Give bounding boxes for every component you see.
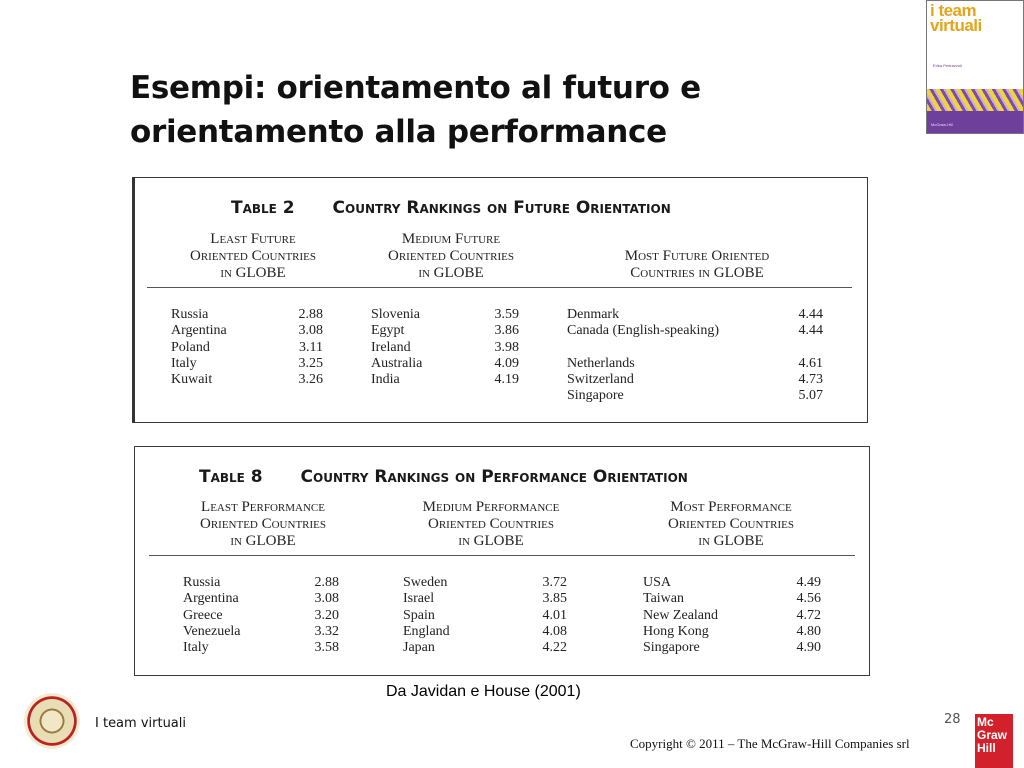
table-heading <box>135 467 933 487</box>
country-score: 5.07 <box>798 388 823 404</box>
country-name: Australia <box>371 355 423 371</box>
country-name: Taiwan <box>643 591 685 607</box>
table-row <box>567 323 823 339</box>
table-row <box>567 307 823 323</box>
country-name: Singapore <box>567 388 624 404</box>
copyright-notice: Copyright © 2011 – The McGraw-Hill Companies srl <box>630 736 910 751</box>
column-most <box>643 575 821 656</box>
table-rule <box>149 555 855 556</box>
country-score: 3.32 <box>314 623 339 639</box>
logo-line: Hill <box>977 741 996 755</box>
country-name: Sweden <box>403 575 448 590</box>
country-name: Greece <box>183 607 223 623</box>
country-name: Italy <box>171 355 197 371</box>
column-medium <box>371 307 519 388</box>
country-name: Singapore <box>643 640 700 656</box>
country-name: Russia <box>171 307 209 322</box>
country-name: Italy <box>183 640 209 656</box>
country-name: Denmark <box>567 307 620 322</box>
country-name: New Zealand <box>643 607 719 623</box>
table-row <box>371 323 519 339</box>
table-row <box>403 608 567 624</box>
country-score: 3.72 <box>542 575 567 590</box>
country-score: 3.08 <box>314 591 339 607</box>
table-rule <box>147 287 852 288</box>
source-citation: Da Javidan e House (2001) <box>386 683 581 700</box>
book-cover-author: Erika Pedrazzoli <box>933 63 962 68</box>
table-row <box>403 591 567 607</box>
footer-course-title: I team virtuali <box>95 716 186 731</box>
country-score: 4.90 <box>796 640 821 656</box>
column-least <box>171 307 323 388</box>
country-score: 3.25 <box>298 355 323 371</box>
book-cover-image <box>926 0 1024 134</box>
book-cover-title-line1: i team <box>930 1 977 20</box>
country-name: Poland <box>171 339 210 355</box>
country-name: England <box>403 623 450 639</box>
country-name: Netherlands <box>567 355 635 371</box>
table-row <box>371 307 519 323</box>
header-line: Oriented Countries <box>667 516 795 532</box>
country-score: 4.44 <box>798 307 823 322</box>
country-score: 3.58 <box>314 640 339 656</box>
column-header-medium <box>391 499 591 550</box>
country-name: USA <box>643 575 672 590</box>
country-score: 3.59 <box>494 307 519 322</box>
book-cover-title <box>930 3 982 33</box>
table-row <box>567 372 823 388</box>
country-score: 4.80 <box>796 623 821 639</box>
table-row <box>643 624 821 640</box>
column-header-least <box>165 499 361 550</box>
book-cover-publisher: McGraw-Hill <box>931 122 953 127</box>
header-line: Most Future Oriented <box>624 248 770 264</box>
country-score: 3.98 <box>494 339 519 355</box>
table-row <box>567 356 823 372</box>
table-heading <box>135 198 963 218</box>
table-row <box>183 591 339 607</box>
table-row <box>171 307 323 323</box>
country-name: Hong Kong <box>643 623 709 639</box>
table-row <box>403 624 567 640</box>
table-caption: Country Rankings on Future Orientation <box>332 198 671 218</box>
country-score: 2.88 <box>298 307 323 322</box>
country-name: Kuwait <box>171 372 213 388</box>
table-number: Table 8 <box>199 467 263 487</box>
country-score: 3.20 <box>314 607 339 623</box>
future-orientation-table <box>132 177 868 423</box>
country-name: India <box>371 372 400 388</box>
country-name: Ireland <box>371 339 411 355</box>
header-line: Oriented Countries <box>427 516 555 532</box>
header-line: Countries in GLOBE <box>630 265 764 281</box>
header-line: Least Future <box>210 231 296 247</box>
table-row <box>371 372 519 388</box>
country-name: Canada (English-speaking) <box>567 323 720 339</box>
table-row <box>371 356 519 372</box>
country-name: Japan <box>403 640 435 656</box>
table-row <box>371 340 519 356</box>
header-line: Oriented Countries <box>199 516 327 532</box>
performance-orientation-table <box>134 446 870 676</box>
page-number: 28 <box>944 712 961 727</box>
book-cover-title-line2: virtuali <box>930 16 982 35</box>
column-most <box>567 307 823 405</box>
header-line: Most Performance <box>670 499 792 515</box>
table-row <box>183 640 339 656</box>
table-row <box>643 591 821 607</box>
header-line: in GLOBE <box>230 533 296 549</box>
table-row <box>183 608 339 624</box>
table-row <box>403 575 567 591</box>
column-header-medium <box>361 231 541 282</box>
mcgraw-hill-logo <box>975 714 1013 768</box>
country-score: 4.44 <box>798 323 823 339</box>
table-row <box>171 356 323 372</box>
table-row <box>171 372 323 388</box>
country-score: 2.88 <box>314 575 339 590</box>
column-least <box>183 575 339 656</box>
university-seal-logo <box>24 693 80 749</box>
country-score: 3.85 <box>542 591 567 607</box>
header-line: in GLOBE <box>698 533 764 549</box>
country-name: Spain <box>403 607 435 623</box>
country-score: 4.08 <box>542 623 567 639</box>
table-row <box>183 575 339 591</box>
logo-line: Mc <box>977 715 994 729</box>
table-row <box>171 323 323 339</box>
slide-title: Esempi: orientamento al futuro e orientamento alla performance <box>130 70 701 150</box>
country-name: Argentina <box>183 591 239 607</box>
table-row <box>171 340 323 356</box>
header-line: in GLOBE <box>418 265 484 281</box>
table-number: Table 2 <box>231 198 295 218</box>
column-header-most <box>631 499 831 550</box>
book-cover-band <box>927 111 1023 133</box>
country-score: 4.19 <box>494 372 519 388</box>
table-caption: Country Rankings on Performance Orientation <box>300 467 688 487</box>
country-score: 3.08 <box>298 323 323 339</box>
table-row <box>183 624 339 640</box>
country-score: 3.86 <box>494 323 519 339</box>
column-medium <box>403 575 567 656</box>
table-row <box>643 640 821 656</box>
country-score: 4.56 <box>796 591 821 607</box>
table-row <box>643 575 821 591</box>
country-name: Venezuela <box>183 623 241 639</box>
header-line: Oriented Countries <box>387 248 515 264</box>
logo-line: Graw <box>977 728 1008 742</box>
book-cover-artwork <box>927 89 1023 111</box>
column-header-most <box>587 248 807 282</box>
header-line: in GLOBE <box>220 265 286 281</box>
country-score: 4.22 <box>542 640 567 656</box>
header-line: Least Performance <box>201 499 325 515</box>
header-line: Medium Future <box>401 231 501 247</box>
header-line: Medium Performance <box>422 499 560 515</box>
header-line: Oriented Countries <box>189 248 317 264</box>
country-score: 3.26 <box>298 372 323 388</box>
country-score: 4.61 <box>798 355 823 371</box>
country-name: Slovenia <box>371 307 420 322</box>
header-line: in GLOBE <box>458 533 524 549</box>
country-score: 4.72 <box>796 607 821 623</box>
country-name: Israel <box>403 591 435 607</box>
table-row <box>403 640 567 656</box>
country-name: Russia <box>183 575 221 590</box>
column-header-least <box>163 231 343 282</box>
country-score: 4.73 <box>798 372 823 388</box>
country-score: 4.01 <box>542 607 567 623</box>
country-name: Egypt <box>371 323 405 339</box>
country-score: 4.09 <box>494 355 519 371</box>
country-score: 4.49 <box>796 575 821 590</box>
country-name: Switzerland <box>567 372 634 388</box>
country-name: Argentina <box>171 323 227 339</box>
country-score: 3.11 <box>299 339 323 355</box>
table-row <box>643 608 821 624</box>
table-row <box>567 388 823 404</box>
